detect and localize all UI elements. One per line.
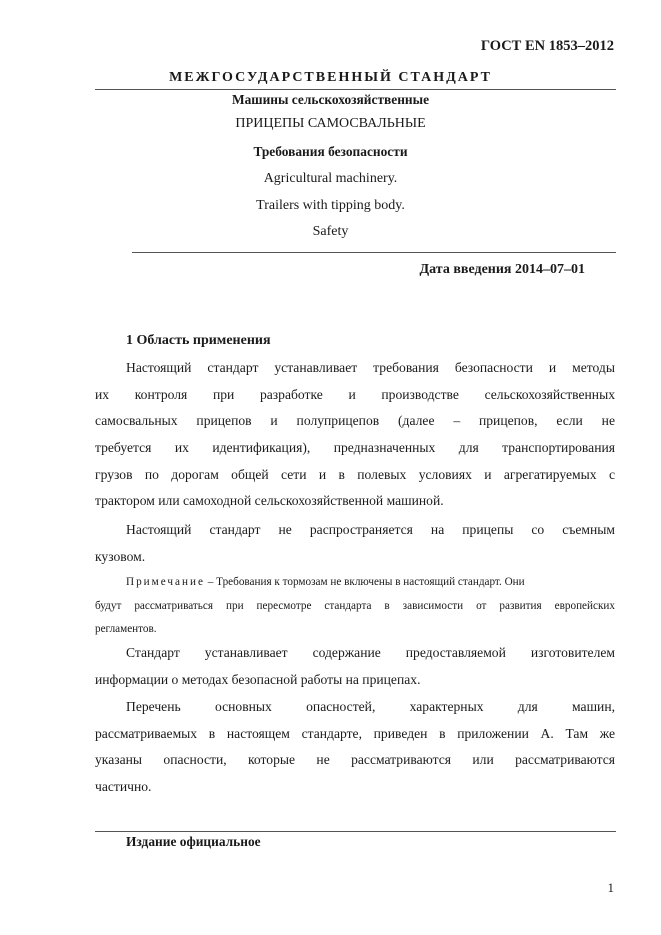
note-text: – Требования к тормозам не включены в настоящий стандарт. Они — [204, 576, 525, 588]
paragraph-line: рассматриваемых в настоящем стандарте, приведен в приложении А. Там же — [95, 725, 615, 741]
paragraph-line: Стандарт устанавливает содержание предоставляемой изготовителем — [126, 645, 615, 660]
paragraph-line: требуется их идентификация), предназначенных для транспортирования — [95, 440, 615, 456]
paragraph-line: самосвальных прицепов и полуприцепов (далее – прицепов, если не — [95, 413, 615, 429]
paragraph-line: Настоящий стандарт устанавливает требования безопасности и методы — [126, 360, 615, 375]
paragraph-line: Перечень основных опасностей, характерных для машин, — [126, 699, 615, 714]
paragraph-line: указаны опасности, которые не рассматриваются или рассматриваются — [95, 752, 615, 768]
note-label: Примечание — [126, 576, 205, 588]
note-line: регламентов. — [95, 623, 157, 635]
page-number: 1 — [607, 880, 614, 895]
edition-label: Издание официальное — [126, 834, 261, 849]
paragraph-line: грузов по дорогам общей сети и в полевых условиях и агрегатируемых с — [95, 466, 615, 482]
scope-paragraph-1 — [95, 355, 615, 515]
note-block — [95, 571, 615, 642]
paragraph-line: кузовом. — [95, 548, 146, 564]
scope-paragraph-4 — [95, 694, 615, 801]
scope-paragraph-2 — [95, 517, 615, 570]
paragraph-line: Настоящий стандарт не распространяется на прицепы со съемным — [126, 522, 615, 537]
standard-type-heading: МЕЖГОСУДАРСТВЕННЫЙ СТАНДАРТ — [169, 70, 492, 85]
scope-paragraph-3 — [95, 640, 615, 693]
ru-group-title: Машины сельскохозяйственные — [231, 92, 430, 107]
paragraph-line: трактором или самоходной сельскохозяйственной машиной. — [95, 493, 444, 509]
paragraph-line: их контроля при разработке и производстве сельскохозяйственных — [95, 386, 615, 402]
document-code: ГОСТ EN 1853–2012 — [480, 38, 614, 54]
ru-main-title: ПРИЦЕПЫ САМОСВАЛЬНЫЕ — [235, 116, 426, 131]
en-group-title: Agricultural machinery. — [263, 171, 398, 186]
title-divider — [132, 252, 616, 253]
footer-divider — [95, 831, 616, 832]
header-divider — [95, 89, 616, 90]
note-line: будут рассматриваться при пересмотре стандарта в зависимости от развития европейских — [95, 599, 615, 612]
paragraph-line: информации о методах безопасной работы на прицепах. — [95, 671, 421, 687]
en-main-title: Trailers with tipping body. — [256, 198, 405, 213]
ru-subtitle: Требования безопасности — [253, 144, 408, 159]
section-heading: 1 Область применения — [126, 333, 271, 348]
introduction-date: Дата введения 2014–07–01 — [419, 262, 585, 277]
paragraph-line: частично. — [95, 779, 152, 795]
en-subtitle: Safety — [312, 224, 349, 239]
note-line — [95, 571, 615, 595]
